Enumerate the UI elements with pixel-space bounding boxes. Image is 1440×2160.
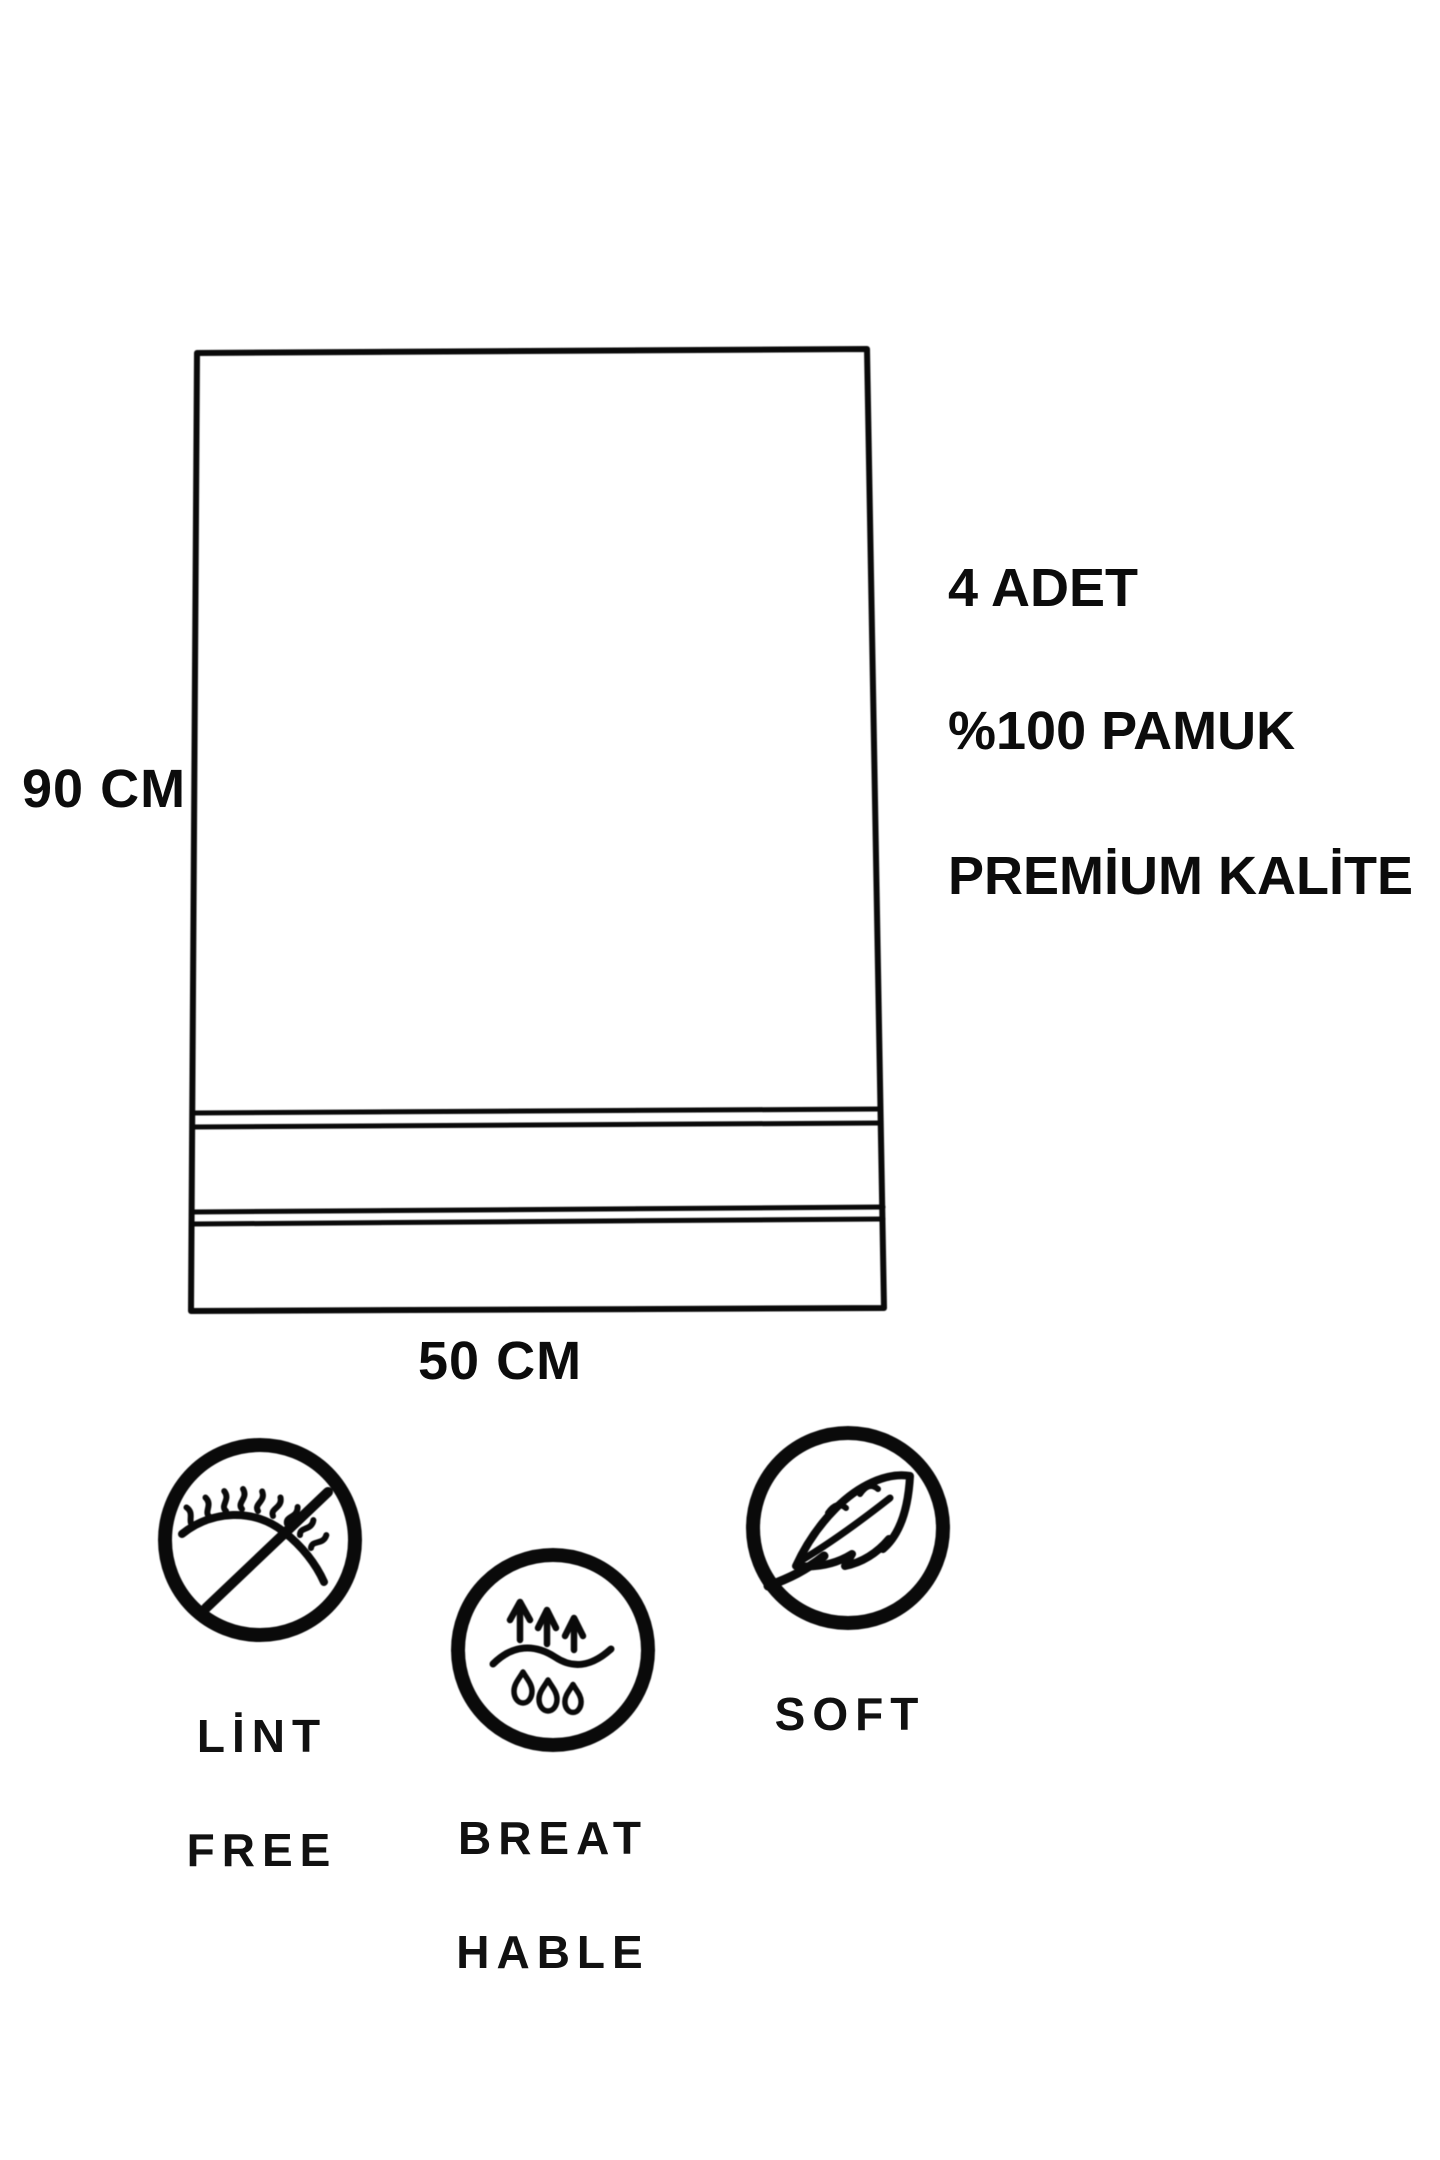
feature-label-breathable: BREAT HABLE: [456, 1812, 650, 1978]
towel-outline-drawing: [183, 344, 895, 1318]
breathable-icon: [443, 1540, 663, 1760]
no-lint-icon: [150, 1430, 370, 1650]
height-dimension-label: 90 CM: [22, 759, 187, 819]
feature-label-lint-free: LİNT FREE: [186, 1710, 338, 1876]
spec-quantity: 4 ADET: [948, 558, 1139, 618]
width-dimension-label: 50 CM: [418, 1331, 583, 1391]
towel-body: [191, 349, 884, 1311]
spec-material: %100 PAMUK: [948, 701, 1296, 761]
feature-label-soft: SOFT: [774, 1688, 926, 1740]
spec-quality: PREMİUM KALİTE: [948, 846, 1413, 906]
soft-feather-icon: [738, 1418, 958, 1638]
